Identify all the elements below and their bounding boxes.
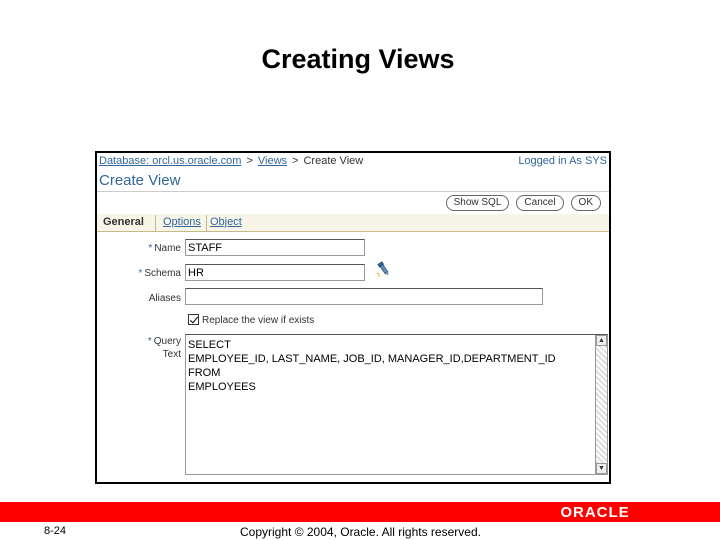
schema-label-text: Schema <box>144 268 181 279</box>
schema-label <box>122 268 181 279</box>
copyright-notice: Copyright © 2004, Oracle. All rights reserved. <box>240 525 481 539</box>
name-label-text: Name <box>154 243 181 254</box>
show-sql-button[interactable]: Show SQL <box>446 195 510 211</box>
breadcrumb-current: Create View <box>303 155 364 167</box>
slide-title: Creating Views <box>261 44 455 74</box>
oracle-logo <box>544 502 646 522</box>
breadcrumb-views-link[interactable]: Views <box>257 155 288 167</box>
query-label-text: Query <box>153 336 181 347</box>
required-marker: * <box>148 243 153 254</box>
aliases-label: Aliases <box>148 293 181 304</box>
ok-button[interactable]: OK <box>571 195 601 211</box>
slide-number: 8-24 <box>44 525 67 537</box>
tab-general[interactable]: General <box>103 216 144 228</box>
aliases-input[interactable] <box>185 288 543 305</box>
breadcrumb <box>99 155 363 167</box>
top-bar <box>97 153 609 170</box>
schema-input[interactable] <box>185 264 365 281</box>
name-label <box>127 243 181 254</box>
create-view-screenshot <box>95 151 611 484</box>
tab-bar <box>97 214 609 232</box>
breadcrumb-separator: > <box>246 155 253 167</box>
query-label-line2: Text <box>162 349 181 360</box>
logged-in-status: Logged in As SYS <box>518 155 607 167</box>
required-marker: * <box>138 268 143 279</box>
page-heading: Create View <box>99 172 181 189</box>
button-bar <box>446 195 601 211</box>
tab-object[interactable]: Object <box>210 216 242 228</box>
replace-view-checkbox[interactable] <box>188 314 199 325</box>
replace-view-label: Replace the view if exists <box>202 315 315 326</box>
query-text-area[interactable] <box>185 334 608 475</box>
flashlight-icon[interactable] <box>376 261 392 279</box>
query-scrollbar[interactable] <box>595 335 607 474</box>
scroll-up-icon[interactable]: ▲ <box>596 335 607 346</box>
heading-divider <box>97 191 609 192</box>
oracle-logo-text: ORACLE <box>560 503 630 521</box>
query-label <box>122 336 181 347</box>
scroll-down-icon[interactable]: ▼ <box>596 463 607 474</box>
tab-divider <box>155 215 156 231</box>
name-input[interactable] <box>185 239 365 256</box>
query-text: SELECT EMPLOYEE_ID, LAST_NAME, JOB_ID, MANAGER_ID,DEPARTMENT_ID FROM EMPLOYEES <box>188 339 556 393</box>
breadcrumb-database-link[interactable]: Database: orcl.us.oracle.com <box>99 155 242 167</box>
cancel-button[interactable]: Cancel <box>516 195 563 211</box>
tab-divider <box>206 215 207 231</box>
tab-options[interactable]: Options <box>163 216 201 228</box>
required-marker: * <box>147 336 152 347</box>
breadcrumb-separator: > <box>292 155 299 167</box>
